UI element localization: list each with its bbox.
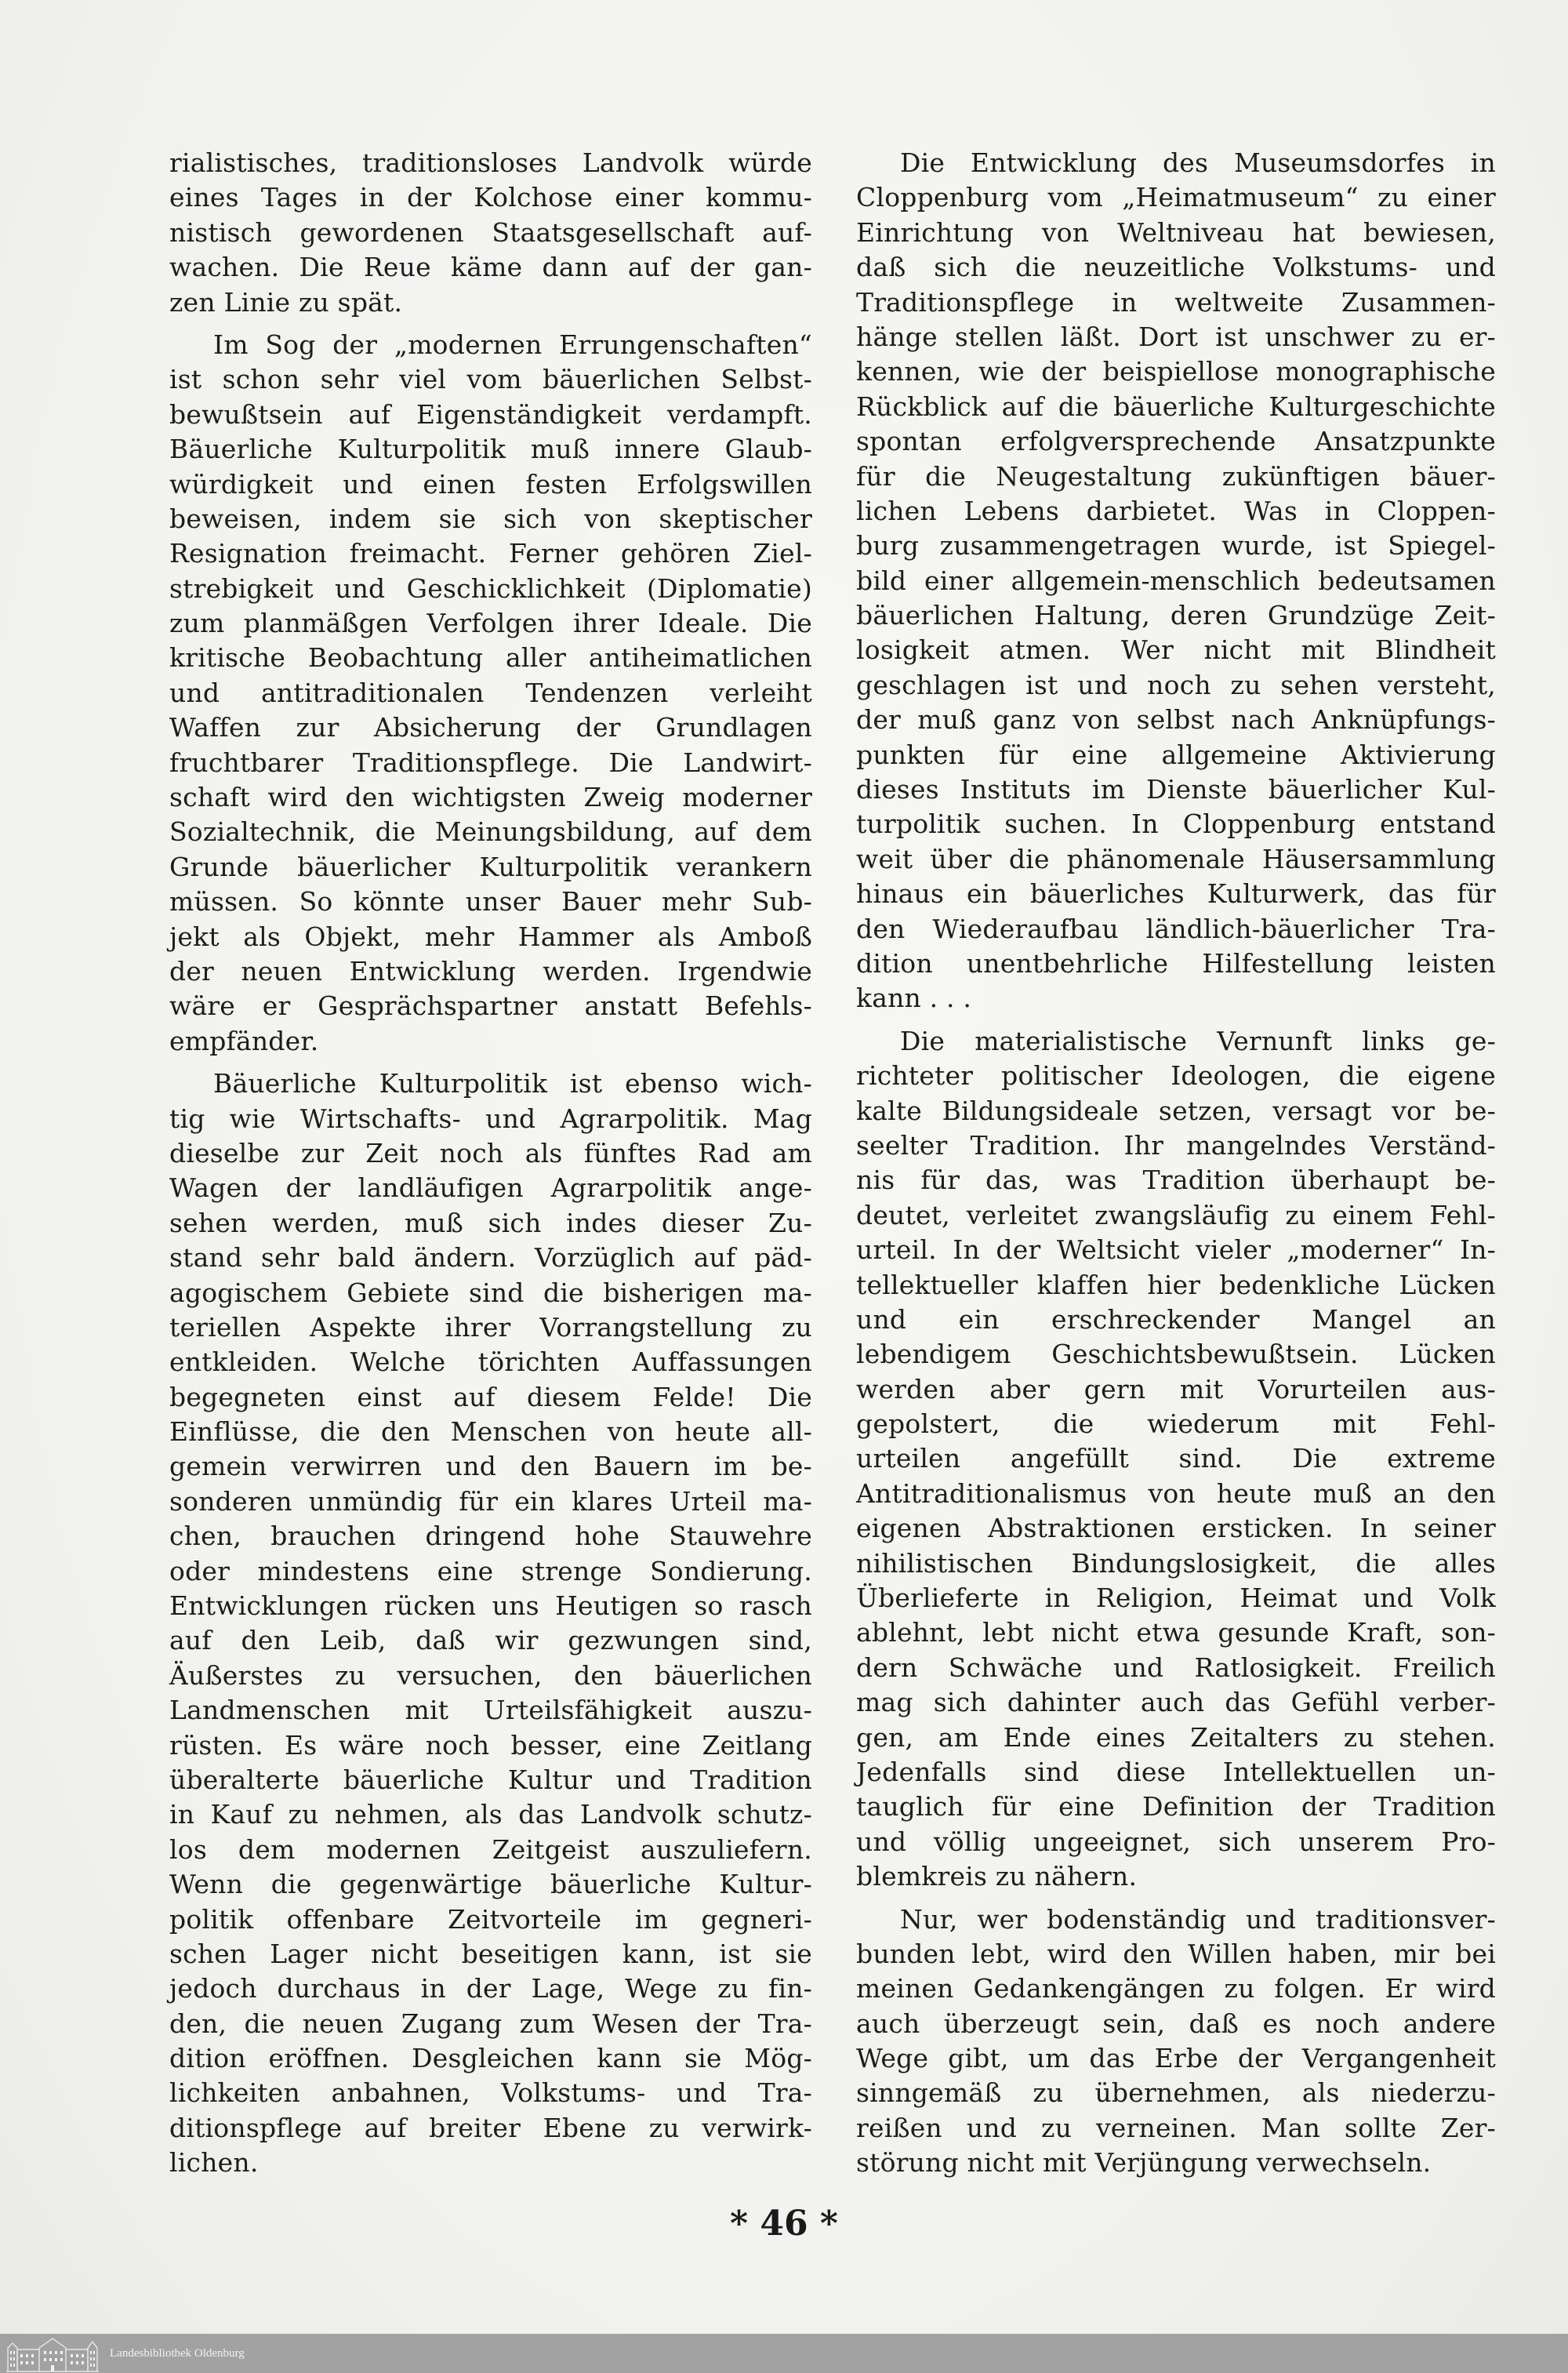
text-line: Wagen der landläufigen Agrarpolitik ange- (169, 1172, 812, 1204)
text-line: und antitraditionalen Tendenzen verleiht (169, 677, 812, 708)
text-line: der neuen Entwicklung werden. Irgendwie (169, 955, 812, 987)
text-line: punkten für eine allgemeine Aktivierung (856, 739, 1496, 770)
text-line: auch überzeugt sein, daß es noch andere (856, 2008, 1496, 2039)
text-line: kritische Beobachtung aller antiheimatlichen (169, 642, 812, 674)
text-line: Waffen zur Absicherung der Grundlagen (169, 712, 812, 743)
text-line: turpolitik suchen. In Cloppenburg entstand (856, 809, 1496, 840)
text-line: tig wie Wirtschafts- und Agrarpolitik. Mag (169, 1103, 812, 1134)
text-line: Einflüsse, die den Menschen von heute all- (169, 1416, 812, 1448)
text-line: jedoch durchaus in der Lage, Wege zu fin- (169, 1973, 812, 2004)
text-line: jekt als Objekt, mehr Hammer als Amboß (169, 921, 812, 952)
text-line: teriellen Aspekte ihrer Vorrangstellung zu (169, 1311, 812, 1343)
text-line: Cloppenburg vom „Heimatmuseum“ zu einer (856, 182, 1496, 213)
text-line: strebigkeit und Geschicklichkeit (Diplomatie) (169, 572, 812, 604)
text-line: schaft wird den wichtigsten Zweig moderner (169, 782, 812, 813)
text-line: lichen Lebens darbietet. Was in Cloppen- (856, 495, 1496, 526)
text-line: Äußerstes zu versuchen, den bäuerlichen (169, 1659, 812, 1691)
text-line: werden aber gern mit Vorurteilen aus- (856, 1373, 1496, 1405)
text-line: schen Lager nicht beseitigen kann, ist sie (169, 1938, 812, 1969)
paragraph-gap (169, 1059, 812, 1067)
text-line: dern Schwäche und Ratlosigkeit. Freilich (856, 1652, 1496, 1683)
text-line: fruchtbarer Traditionspflege. Die Landwirt- (169, 747, 812, 778)
text-line: blemkreis zu nähern. (856, 1861, 1138, 1892)
text-line: bunden lebt, wird den Willen haben, mir bei (856, 1938, 1496, 1969)
text-line: beweisen, indem sie sich von skeptischer (169, 503, 812, 534)
text-line: seelter Tradition. Ihr mangelndes Verständ- (856, 1129, 1496, 1161)
paragraph (169, 1067, 812, 2181)
text-line: weit über die phänomenale Häusersammlung (856, 843, 1496, 874)
text-line: burg zusammengetragen wurde, ist Spiegel- (856, 530, 1496, 561)
text-line: eigenen Abstraktionen ersticken. In seiner (856, 1513, 1496, 1544)
text-line: mag sich dahinter auch das Gefühl verber- (856, 1687, 1496, 1718)
text-line: Resignation freimacht. Ferner gehören Ziel- (169, 538, 812, 569)
text-line: oder mindestens eine strenge Sondierung. (169, 1555, 812, 1586)
text-line: Wege gibt, um das Erbe der Vergangenheit (856, 2043, 1496, 2074)
text-line: störung nicht mit Verjüngung verwechseln. (856, 2147, 1432, 2179)
text-line: Grunde bäuerlicher Kulturpolitik verankern (169, 851, 812, 882)
text-line: ablehnt, lebt nicht etwa gesunde Kraft, son- (856, 1617, 1496, 1648)
text-line: begegneten einst auf diesem Felde! Die (169, 1381, 812, 1412)
text-line: zen Linie zu spät. (169, 286, 403, 318)
paragraph-gap (856, 1895, 1496, 1902)
text-line: chen, brauchen dringend hohe Stauwehre (169, 1521, 812, 1552)
text-line: und völlig ungeeignet, sich unserem Pro- (856, 1826, 1496, 1857)
text-line: gen, am Ende eines Zeitalters zu stehen. (856, 1721, 1496, 1753)
text-line: Traditionspflege in weltweite Zusammen- (856, 286, 1496, 318)
text-line: Landmenschen mit Urteilsfähigkeit auszu- (169, 1695, 812, 1726)
text-line: Einrichtung von Weltniveau hat bewiesen, (856, 216, 1496, 248)
text-line: meinen Gedankengängen zu folgen. Er wird (856, 1973, 1496, 2004)
paragraph-gap (856, 1016, 1496, 1024)
text-line: spontan erfolgversprechende Ansatzpunkte (856, 426, 1496, 457)
text-line: wachen. Die Reue käme dann auf der gan- (169, 252, 812, 283)
text-line: der muß ganz von selbst nach Anknüpfungs- (856, 704, 1496, 736)
text-line: Überlieferte in Religion, Heimat und Volk (856, 1583, 1496, 1614)
library-building-icon (5, 2337, 100, 2373)
text-line: hinaus ein bäuerliches Kulturwerk, das für (856, 878, 1496, 910)
text-line: empfänder. (169, 1025, 319, 1056)
text-line: nistisch gewordenen Staatsgesellschaft auf- (169, 216, 812, 248)
library-name: Landesbibliothek Oldenburg (110, 2346, 245, 2360)
text-line: für die Neugestaltung zukünftigen bäuer- (856, 460, 1496, 492)
text-line: rüsten. Es wäre noch besser, eine Zeitlang (169, 1729, 812, 1761)
right-column (856, 146, 1496, 2181)
text-line: hänge stellen läßt. Dort ist unschwer zu er- (856, 321, 1496, 352)
text-line: dition unentbehrliche Hilfestellung leisten (856, 947, 1496, 979)
text-line: lichkeiten anbahnen, Volkstums- und Tra- (169, 2077, 812, 2109)
text-line: dieses Instituts im Dienste bäuerlicher Kul- (856, 774, 1496, 805)
text-line: nihilistischen Bindungslosigkeit, die alles (856, 1547, 1496, 1579)
text-line: Antitraditionalismus von heute muß an den (856, 1477, 1496, 1509)
text-line: agogischem Gebiete sind die bisherigen ma- (169, 1277, 812, 1308)
text-line: zum planmäßgen Verfolgen ihrer Ideale. Die (169, 608, 812, 639)
text-line: Rückblick auf die bäuerliche Kulturgeschichte (856, 391, 1496, 422)
text-line: reißen und zu verneinen. Man sollte Zer- (856, 2112, 1496, 2143)
text-line: tauglich für eine Definition der Tradition (856, 1791, 1496, 1822)
text-line: auf den Leib, daß wir gezwungen sind, (169, 1625, 812, 1656)
text-line: gemein verwirren und den Bauern im be- (169, 1451, 812, 1482)
text-line: Bäuerliche Kulturpolitik ist ebenso wich- (213, 1068, 812, 1099)
text-line: würdigkeit und einen festen Erfolgswillen (169, 468, 812, 500)
text-line: Die Entwicklung des Museumsdorfes in (900, 147, 1496, 178)
text-line: Nur, wer bodenständig und traditionsver- (900, 1903, 1496, 1935)
text-line: bewußtsein auf Eigenständigkeit verdampft. (169, 398, 812, 430)
text-line: und ein erschreckender Mangel an (856, 1303, 1496, 1335)
text-line: dition eröffnen. Desgleichen kann sie Mög- (169, 2043, 812, 2074)
text-line: deutet, verleitet zwangsläufig zu einem Fehl- (856, 1199, 1496, 1230)
text-line: in Kauf zu nehmen, als das Landvolk schutz- (169, 1799, 812, 1830)
footer-bar (0, 2334, 1568, 2373)
text-line: wäre er Gesprächspartner anstatt Befehls- (169, 990, 812, 1022)
text-line: kalte Bildungsideale setzen, versagt vor be- (856, 1095, 1496, 1126)
paragraph (856, 1902, 1496, 2181)
text-line: dieselbe zur Zeit noch als fünftes Rad am (169, 1137, 812, 1168)
text-line: Jedenfalls sind diese Intellektuellen un- (856, 1756, 1496, 1787)
text-line: ditionspflege auf breiter Ebene zu verwirk- (169, 2112, 812, 2143)
text-line: lebendigem Geschichtsbewußtsein. Lücken (856, 1339, 1496, 1370)
text-line: eines Tages in der Kolchose einer kommu- (169, 182, 812, 213)
text-line: den Wiederaufbau ländlich-bäuerlicher Tra- (856, 913, 1496, 944)
text-line: nis für das, was Tradition überhaupt be- (856, 1165, 1496, 1196)
text-line: Bäuerliche Kulturpolitik muß innere Glaub- (169, 434, 812, 465)
text-line: kennen, wie der beispiellose monographische (856, 356, 1496, 387)
text-line: bild einer allgemein-menschlich bedeutsamen (856, 565, 1496, 596)
text-line: Entwicklungen rücken uns Heutigen so rasch (169, 1590, 812, 1622)
page-number: * 46 * (730, 2204, 838, 2244)
paragraph (856, 146, 1496, 1016)
paragraph (856, 1024, 1496, 1895)
text-line: sonderen unmündig für ein klares Urteil ma- (169, 1485, 812, 1517)
text-line: lichen. (169, 2147, 259, 2179)
text-line: richteter politischer Ideologen, die eigene (856, 1060, 1496, 1092)
text-line: Sozialtechnik, die Meinungsbildung, auf dem (169, 816, 812, 848)
text-line: gepolstert, die wiederum mit Fehl- (856, 1408, 1496, 1440)
text-line: geschlagen ist und noch zu sehen versteht, (856, 669, 1496, 700)
paragraph-gap (169, 320, 812, 328)
left-column (169, 146, 812, 2181)
text-line: müssen. So könnte unser Bauer mehr Sub- (169, 886, 812, 918)
text-line: Wenn die gegenwärtige bäuerliche Kultur- (169, 1869, 812, 1900)
text-line: stand sehr bald ändern. Vorzüglich auf päd- (169, 1242, 812, 1274)
text-line: sinngemäß zu übernehmen, als niederzu- (856, 2077, 1496, 2109)
text-line: überalterte bäuerliche Kultur und Tradition (169, 1764, 812, 1795)
text-line: urteilen angefüllt sind. Die extreme (856, 1443, 1496, 1474)
paragraph (169, 146, 812, 320)
text-line: daß sich die neuzeitliche Volkstums- und (856, 252, 1496, 283)
text-line: politik offenbare Zeitvorteile im gegneri- (169, 1903, 812, 1935)
paragraph (169, 328, 812, 1059)
text-line: rialistisches, traditionsloses Landvolk würde (169, 147, 812, 178)
text-line: los dem modernen Zeitgeist auszuliefern. (169, 1833, 812, 1865)
text-line: tellektueller klaffen hier bedenkliche Lücken (856, 1269, 1496, 1300)
text-line: entkleiden. Welche törichten Auffassungen (169, 1346, 812, 1378)
text-line: sehen werden, muß sich indes dieser Zu- (169, 1207, 812, 1238)
text-line: losigkeit atmen. Wer nicht mit Blindheit (856, 634, 1496, 666)
text-line: den, die neuen Zugang zum Wesen der Tra- (169, 2008, 812, 2039)
text-line: Die materialistische Vernunft links ge- (900, 1025, 1496, 1056)
text-line: kann . . . (856, 983, 972, 1014)
text-line: urteil. In der Weltsicht vieler „moderner“ In- (856, 1234, 1496, 1266)
text-line: Im Sog der „modernen Errungenschaften“ (213, 329, 812, 360)
text-line: ist schon sehr viel vom bäuerlichen Selbst- (169, 364, 812, 395)
text-line: bäuerlichen Haltung, deren Grundzüge Zeit- (856, 600, 1496, 631)
